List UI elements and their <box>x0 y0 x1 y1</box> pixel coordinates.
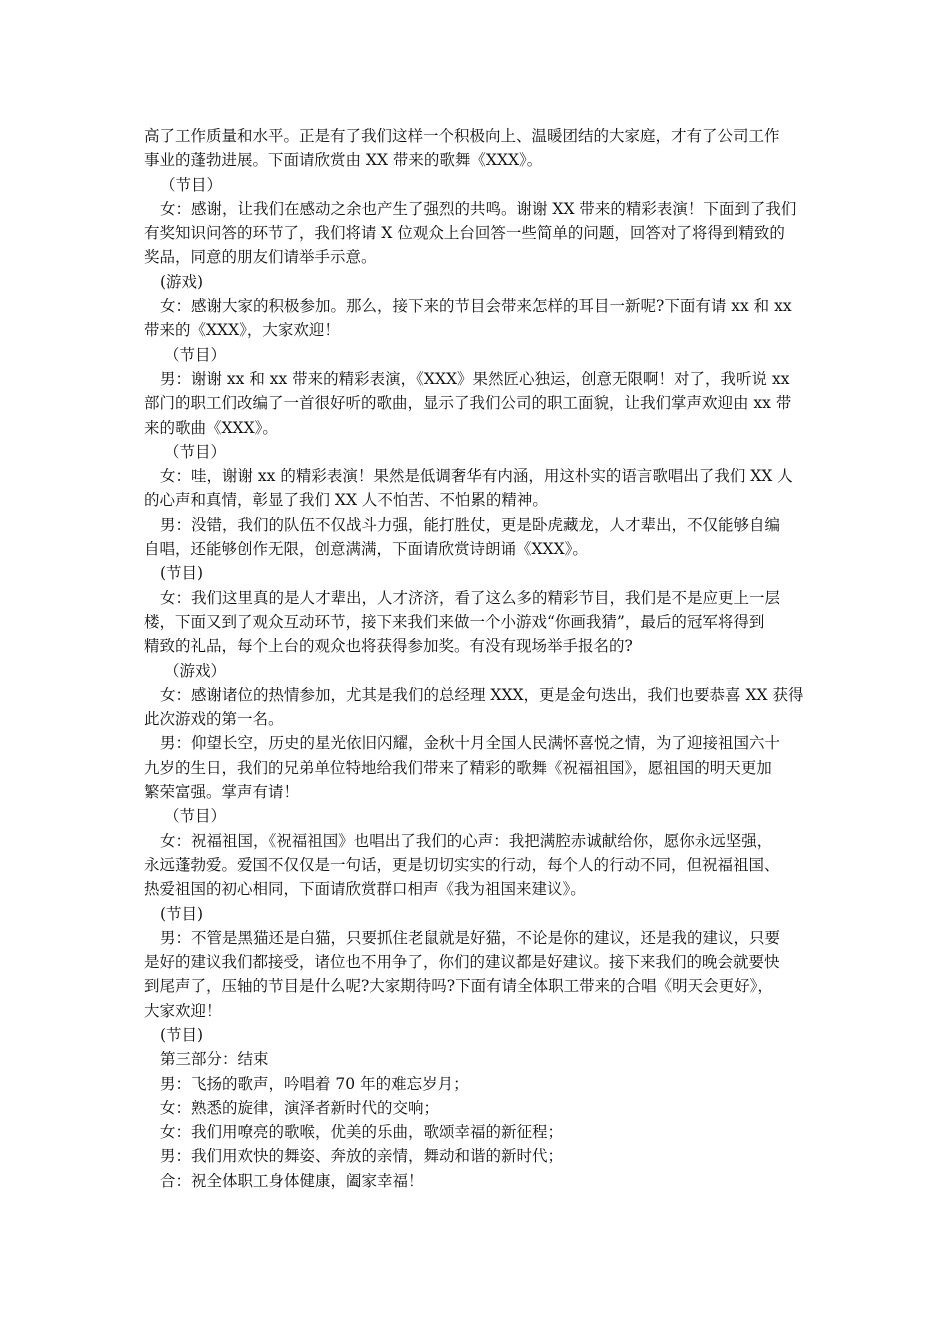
stage-note: （节目） <box>164 345 227 364</box>
section-heading: 第三部分：结束 <box>160 1050 269 1069</box>
text-line: 精致的礼品，每个上台的观众也将获得参加奖。有没有现场举手报名的? <box>144 637 633 656</box>
stage-note: （游戏） <box>164 661 227 680</box>
text-line: 此次游戏的第一名。 <box>144 710 284 729</box>
text-line: 是好的建议我们都接受，诸位也不用争了，你们的建议都是好建议。接下来我们的晚会就要快 <box>144 953 780 972</box>
text-line: 男：仰望长空，历史的星光依旧闪耀，金秋十月全国人民满怀喜悦之情，为了迎接祖国六十 <box>160 734 781 753</box>
text-line: 的心声和真情，彰显了我们 XX 人不怕苦、不怕累的精神。 <box>144 491 548 510</box>
text-line: 到尾声了，压轴的节目是什么呢?大家期待吗?下面有请全体职工带来的合唱《明天会更好》， <box>144 977 773 996</box>
text-line: 女：我们用嘹亮的歌喉，优美的乐曲，歌颂幸福的新征程； <box>160 1123 564 1142</box>
text-line: 永远蓬勃爱。爱国不仅仅是一句话，更是切切实实的行动，每个人的行动不同，但祝福祖国、 <box>144 855 780 874</box>
stage-note: (节目) <box>160 564 204 583</box>
text-line: 繁荣富强。掌声有请！ <box>144 783 300 802</box>
text-line: 女：感谢，让我们在感动之余也产生了强烈的共鸣。谢谢 XX 带来的精彩表演！下面到了我们 <box>160 199 797 218</box>
stage-note: （节目） <box>164 807 227 826</box>
stage-note: (游戏) <box>160 272 204 291</box>
text-line: 楼，下面又到了观众互动环节，接下来我们来做一个小游戏“你画我猜”，最后的冠军将得到 <box>144 612 765 631</box>
stage-note: (节目) <box>160 904 204 923</box>
text-line: 男：飞扬的歌声，吟唱着 70 年的难忘岁月； <box>160 1074 469 1093</box>
text-line: 女：感谢诸位的热情参加，尤其是我们的总经理 XXX，更是金句迭出，我们也要恭喜 XX 获得 <box>160 685 804 704</box>
text-line: 男：不管是黑猫还是白猫，只要抓住老鼠就是好猫，不论是你的建议，还是我的建议，只要 <box>160 928 781 947</box>
text-line: 女：熟悉的旋律，演泽者新时代的交响； <box>160 1098 440 1117</box>
text-line: 来的歌曲《XXX》。 <box>144 418 278 437</box>
text-line: 有奖知识问答的环节了，我们将请 X 位观众上台回答一些简单的问题，回答对了将得到精致的 <box>144 224 785 243</box>
text-line: 女：祝福祖国，《祝福祖国》也唱出了我们的心声：我把满腔赤诚献给你，愿你永远坚强， <box>160 831 773 850</box>
text-line: 男：没错，我们的队伍不仅战斗力强，能打胜仗，更是卧虎藏龙，人才辈出，不仅能够自编 <box>160 515 781 534</box>
stage-note: (节目) <box>160 1025 204 1044</box>
text-line: 热爱祖国的初心相同，下面请欣赏群口相声《我为祖国来建议》。 <box>144 880 586 899</box>
text-line: 女：我们这里真的是人才辈出，人才济济，看了这么多的精彩节目，我们是不是应更上一层 <box>160 588 781 607</box>
text-line: 自唱，还能够创作无限，创意满满，下面请欣赏诗朗诵《XXX》。 <box>144 540 588 559</box>
text-line: 合：祝全体职工身体健康，阖家幸福！ <box>160 1171 424 1190</box>
stage-note: （节目） <box>160 175 223 194</box>
text-line: 奖品，同意的朋友们请举手示意。 <box>144 248 377 267</box>
text-line: 高了工作质量和水平。正是有了我们这样一个积极向上、温暖团结的大家庭，才有了公司工作 <box>144 127 780 145</box>
text-line: 女：感谢大家的积极参加。那么，接下来的节目会带来怎样的耳目一新呢?下面有请 xx 和 xx <box>160 297 792 316</box>
text-line: 部门的职工们改编了一首很好听的歌曲，显示了我们公司的职工面貌，让我们掌声欢迎由 xx 带 <box>144 394 792 413</box>
text-line: 九岁的生日，我们的兄弟单位特地给我们带来了精彩的歌舞《祝福祖国》，愿祖国的明天更加 <box>144 758 772 777</box>
stage-note: （节目） <box>164 442 227 461</box>
text-line: 带来的《XXX》，大家欢迎！ <box>144 321 340 340</box>
text-line: 事业的蓬勃进展。下面请欣赏由 XX 带来的歌舞《XXX》。 <box>144 151 543 170</box>
text-line: 女：哇，谢谢 xx 的精彩表演！果然是低调奢华有内涵，用这朴实的语言歌唱出了我们 XX 人 <box>160 467 793 486</box>
document-body <box>144 124 812 1193</box>
text-line: 男：我们用欢快的舞姿、奔放的亲情，舞动和谐的新时代； <box>160 1147 564 1166</box>
text-line: 男：谢谢 xx 和 xx 带来的精彩表演，《XXX》果然匠心独运，创意无限啊！对了，我听说 xx <box>160 369 790 388</box>
text-line: 大家欢迎！ <box>144 1001 222 1020</box>
